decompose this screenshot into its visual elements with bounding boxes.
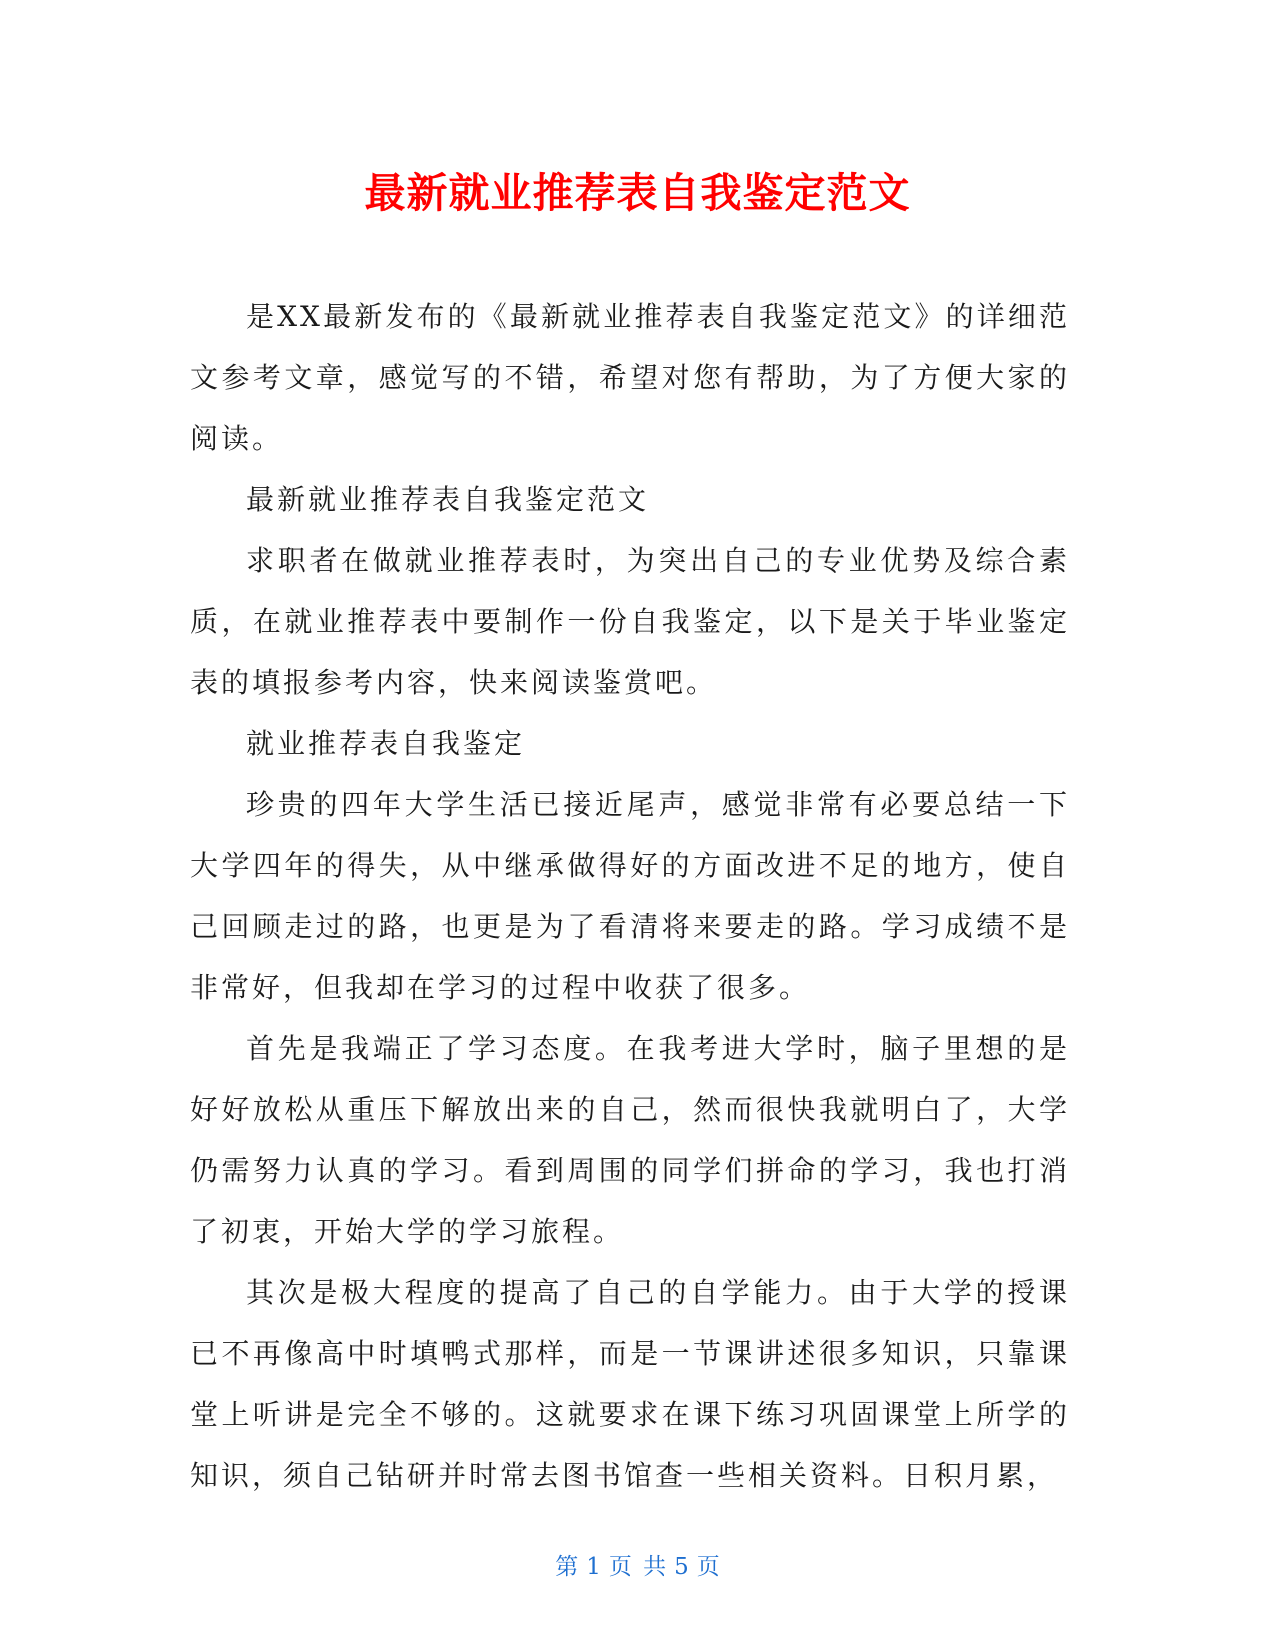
- footer-mid: 页 共: [608, 1554, 667, 1580]
- paragraph-first-point: 首先是我端正了学习态度。在我考进大学时，脑子里想的是好好放松从重压下解放出来的自己，然而很快我就明白了，大学仍需努力认真的学习。看到周围的同学们拼命的学习，我也打消了初衷，开始大学的学习旅程。: [190, 1032, 1070, 1248]
- paragraph-subtitle: 最新就业推荐表自我鉴定范文: [246, 483, 650, 516]
- footer-suffix: 页: [696, 1554, 720, 1580]
- paragraph-context: 求职者在做就业推荐表时，为突出自己的专业优势及综合素质，在就业推荐表中要制作一份自我鉴定，以下是关于毕业鉴定表的填报参考内容，快来阅读鉴赏吧。: [190, 544, 1070, 699]
- paragraph-intro: 是XX最新发布的《最新就业推荐表自我鉴定范文》的详细范文参考文章，感觉写的不错，希望对您有帮助，为了方便大家的阅读。: [190, 300, 1070, 455]
- paragraph-second-point: 其次是极大程度的提高了自己的自学能力。由于大学的授课已不再像高中时填鸭式那样，而是一节课讲述很多知识，只靠课堂上听讲是完全不够的。这就要求在课下练习巩固课堂上所学的知识，须自己钻研并时常去图书馆查一些相关资料。日积月累，: [190, 1276, 1070, 1492]
- paragraph-summary: 珍贵的四年大学生活已接近尾声，感觉非常有必要总结一下大学四年的得失，从中继承做得好的方面改进不足的地方，使自己回顾走过的路，也更是为了看清将来要走的路。学习成绩不是非常好，但我却在学习的过程中收获了很多。: [190, 788, 1070, 1004]
- paragraph-section-heading: 就业推荐表自我鉴定: [246, 727, 526, 760]
- footer-total-pages: 5: [674, 1554, 689, 1580]
- page-footer: [0, 1548, 1275, 1581]
- footer-current-page: 1: [586, 1554, 601, 1580]
- document-title: 最新就业推荐表自我鉴定范文: [364, 169, 911, 217]
- footer-prefix: 第: [555, 1554, 579, 1580]
- document-body: [190, 286, 1070, 1506]
